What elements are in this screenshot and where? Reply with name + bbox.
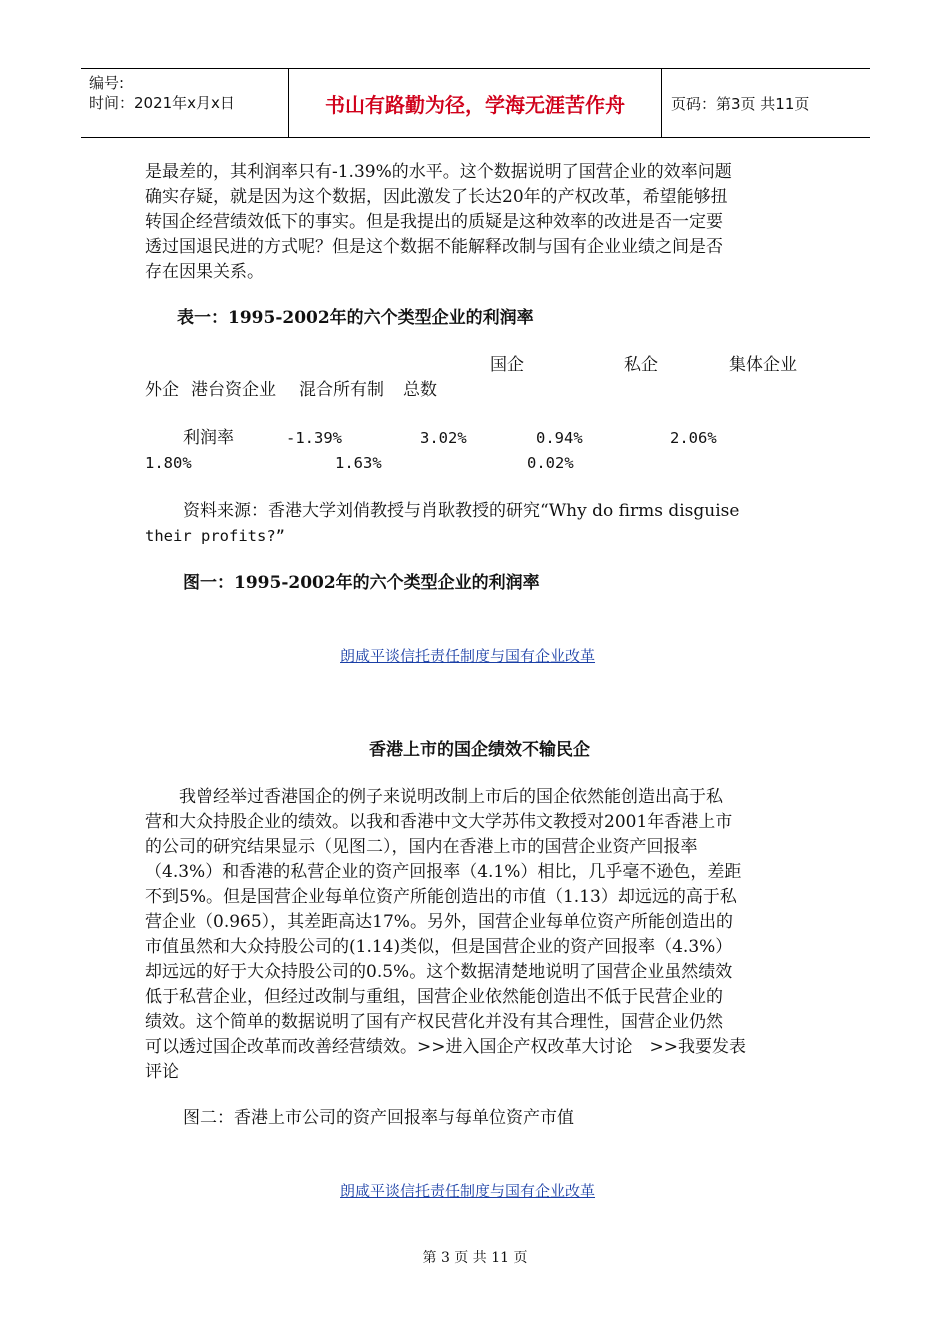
para2-line: 评论 xyxy=(145,1062,179,1082)
table1-header: 私企 xyxy=(624,355,658,375)
table1-title: 表一：1995-2002年的六个类型企业的利润率 xyxy=(177,308,534,328)
para2-line: 我曾经举过香港国企的例子来说明改制上市后的国企依然能创造出高于私 xyxy=(179,787,723,807)
para2-line: 绩效。这个简单的数据说明了国有产权民营化并没有其合理性，国营企业仍然 xyxy=(145,1012,723,1032)
para1-line: 是最差的，其利润率只有-1.39%的水平。这个数据说明了国营企业的效率问题 xyxy=(145,162,732,182)
table1-value: 0.02% xyxy=(527,454,574,472)
table1-header: 外企 xyxy=(145,380,179,400)
header-motto: 书山有路勤为径，学海无涯苦作舟 xyxy=(289,69,662,137)
para2-line: 营企业（0.965），其差距高达17%。另外，国营企业每单位资产所能创造出的 xyxy=(145,912,733,932)
table1-header: 港台资企业 xyxy=(191,380,276,400)
table1-header: 总数 xyxy=(403,380,437,400)
page-footer: 第 3 页 共 11 页 xyxy=(422,1250,528,1266)
table1-value: 2.06% xyxy=(670,429,717,447)
para1-line: 透过国退民进的方式呢？但是这个数据不能解释改制与国有企业业绩之间是否 xyxy=(145,237,723,257)
para1-line: 确实存疑，就是因为这个数据，因此激发了长达20年的产权改革，希望能够扭 xyxy=(145,187,728,207)
para2-line: 的公司的研究结果显示（见图二），国内在香港上市的国营企业资产回报率 xyxy=(145,837,698,857)
article-link[interactable]: 朗咸平谈信托责任制度与国有企业改革 xyxy=(340,1182,596,1200)
code-label: 编号: xyxy=(89,74,125,92)
table1-row-label: 利润率 xyxy=(183,428,234,448)
header-meta xyxy=(81,69,289,137)
table1-value: 1.80% xyxy=(145,454,192,472)
table1-header: 国企 xyxy=(490,355,524,375)
para2-line: 却远远的好于大众持股公司的0.5%。这个数据清楚地说明了国营企业虽然绩效 xyxy=(145,962,733,982)
figure2-title: 图二：香港上市公司的资产回报率与每单位资产市值 xyxy=(183,1108,574,1128)
table1-value: 0.94% xyxy=(536,429,583,447)
para2-line: 低于私营企业，但经过改制与重组，国营企业依然能创造出不低于民营企业的 xyxy=(145,987,723,1007)
table1-value: 3.02% xyxy=(420,429,467,447)
page-header xyxy=(81,68,870,138)
para1-line: 存在因果关系。 xyxy=(145,262,264,282)
figure1-title: 图一：1995-2002年的六个类型企业的利润率 xyxy=(183,573,540,593)
source-line: 资料来源：香港大学刘俏教授与肖耿教授的研究“Why do firms disguise xyxy=(183,501,740,521)
source-line: their profits?” xyxy=(145,527,285,545)
table1-value: -1.39% xyxy=(286,429,342,447)
para2-line: 不到5%。但是国营企业每单位资产所能创造出的市值（1.13）却远远的高于私 xyxy=(145,887,737,907)
table1-header: 集体企业 xyxy=(729,355,797,375)
table1-value: 1.63% xyxy=(335,454,382,472)
time-label: 时间：2021年x月x日 xyxy=(89,94,235,112)
para2-line: 可以透过国企改革而改善经营绩效。>>进入国企产权改革大讨论 >>我要发表 xyxy=(145,1037,746,1057)
section-title: 香港上市的国企绩效不输民企 xyxy=(369,740,590,760)
article-link[interactable]: 朗咸平谈信托责任制度与国有企业改革 xyxy=(340,647,596,665)
header-page-info: 页码：第3页 共11页 xyxy=(671,94,810,113)
table1-header: 混合所有制 xyxy=(299,380,384,400)
para2-line: 营和大众持股企业的绩效。以我和香港中文大学苏伟文教授对2001年香港上市 xyxy=(145,812,733,832)
para1-line: 转国企经营绩效低下的事实。但是我提出的质疑是这种效率的改进是否一定要 xyxy=(145,212,723,232)
para2-line: 市值虽然和大众持股公司的(1.14)类似，但是国营企业的资产回报率（4.3%） xyxy=(145,937,733,957)
para2-line: （4.3%）和香港的私营企业的资产回报率（4.1%）相比，几乎毫不逊色，差距 xyxy=(145,862,742,882)
